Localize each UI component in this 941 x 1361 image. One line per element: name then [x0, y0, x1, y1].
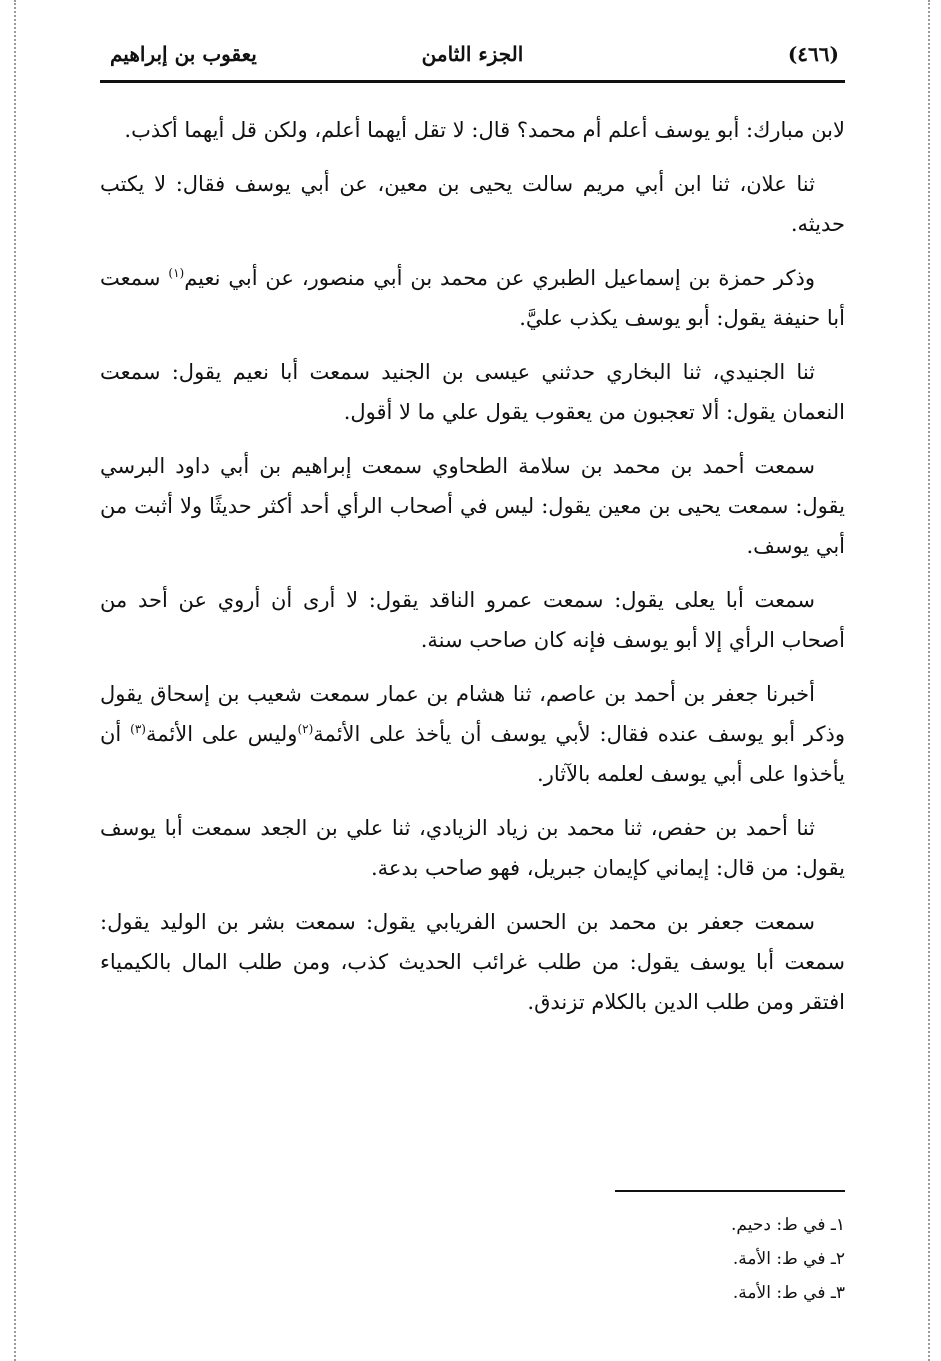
paragraph-7-text-c: أن يأخذوا على أبي يوسف لعلمه بالآثار. — [100, 722, 845, 786]
paragraph-3-text-b: سمعت أبا حنيفة يقول: أبو يوسف يكذب عليَّ. — [100, 266, 845, 330]
footnote-2: ٢ـ في ط: الأمة. — [732, 1249, 845, 1269]
paragraph-7-text-b: وليس على الأئمة — [145, 722, 298, 746]
footnote-ref-3: (٣) — [130, 722, 146, 736]
running-title: يعقوب بن إبراهيم — [110, 42, 257, 66]
paragraph-9: سمعت جعفر بن محمد بن الحسن الفريابي يقول: سمعت بشر بن الوليد يقول: سمعت أبا يوسف يقول: من طلب غرائب الحديث كذب، ومن طلب المال بالكيمياء افتقر ومن طلب الدين بالكلام تزندق. — [100, 910, 845, 1014]
volume-title: الجزء الثامن — [421, 42, 524, 66]
scan-edge-left — [14, 0, 18, 1361]
footnote-1: ١ـ في ط: دحيم. — [730, 1215, 845, 1235]
page-number: (٤٦٦) — [787, 42, 839, 66]
footnote-divider — [615, 1190, 845, 1192]
paragraph-5: سمعت أحمد بن محمد بن سلامة الطحاوي سمعت إبراهيم بن أبي داود البرسي يقول: سمعت يحيى بن معين يقول: ليس في أصحاب الرأي أحد أكثر حديثًا ولا أثبت من أبي يوسف. — [100, 454, 845, 558]
paragraph-8: ثنا أحمد بن حفص، ثنا محمد بن زياد الزيادي، ثنا علي بن الجعد سمعت أبا يوسف يقول: من قال: إيماني كإيمان جبريل، فهو صاحب بدعة. — [100, 816, 845, 880]
paragraph-4: ثنا الجنيدي، ثنا البخاري حدثني عيسى بن الجنيد سمعت أبا نعيم يقول: سمعت النعمان يقول: ألا تعجبون من يعقوب يقول علي ما لا أقول. — [100, 360, 845, 424]
paragraph-7 — [100, 674, 845, 794]
page-body — [100, 110, 845, 1036]
paragraph-3 — [100, 258, 845, 338]
scan-edge-right — [928, 0, 932, 1361]
paragraph-1: لابن مبارك: أبو يوسف أعلم أم محمد؟ قال: لا تقل أيهما أعلم، ولكن قل أيهما أكذب. — [124, 118, 845, 142]
paragraph-6: سمعت أبا يعلى يقول: سمعت عمرو الناقد يقول: لا أرى أن أروي عن أحد من أصحاب الرأي إلا أبو يوسف فإنه كان صاحب سنة. — [100, 588, 845, 652]
paragraph-3-text-a: وذكر حمزة بن إسماعيل الطبري عن محمد بن أبي منصور، عن أبي نعيم — [184, 266, 815, 290]
footnote-ref-1: (١) — [168, 266, 185, 280]
paragraph-7-text-a: أخبرنا جعفر بن أحمد بن عاصم، ثنا هشام بن عمار سمعت شعيب بن إسحاق يقول وذكر أبو يوسف عنده فقال: لأبي يوسف أن يأخذ على الأئمة — [100, 682, 846, 746]
footnote-ref-2: (٢) — [297, 722, 314, 736]
paragraph-2: ثنا علان، ثنا ابن أبي مريم سالت يحيى بن معين، عن أبي يوسف فقال: لا يكتب حديثه. — [100, 172, 845, 236]
page-header — [100, 30, 845, 83]
footnote-3: ٣ـ في ط: الأمة. — [732, 1283, 845, 1303]
footnotes — [445, 1208, 845, 1310]
book-page — [100, 30, 845, 1340]
